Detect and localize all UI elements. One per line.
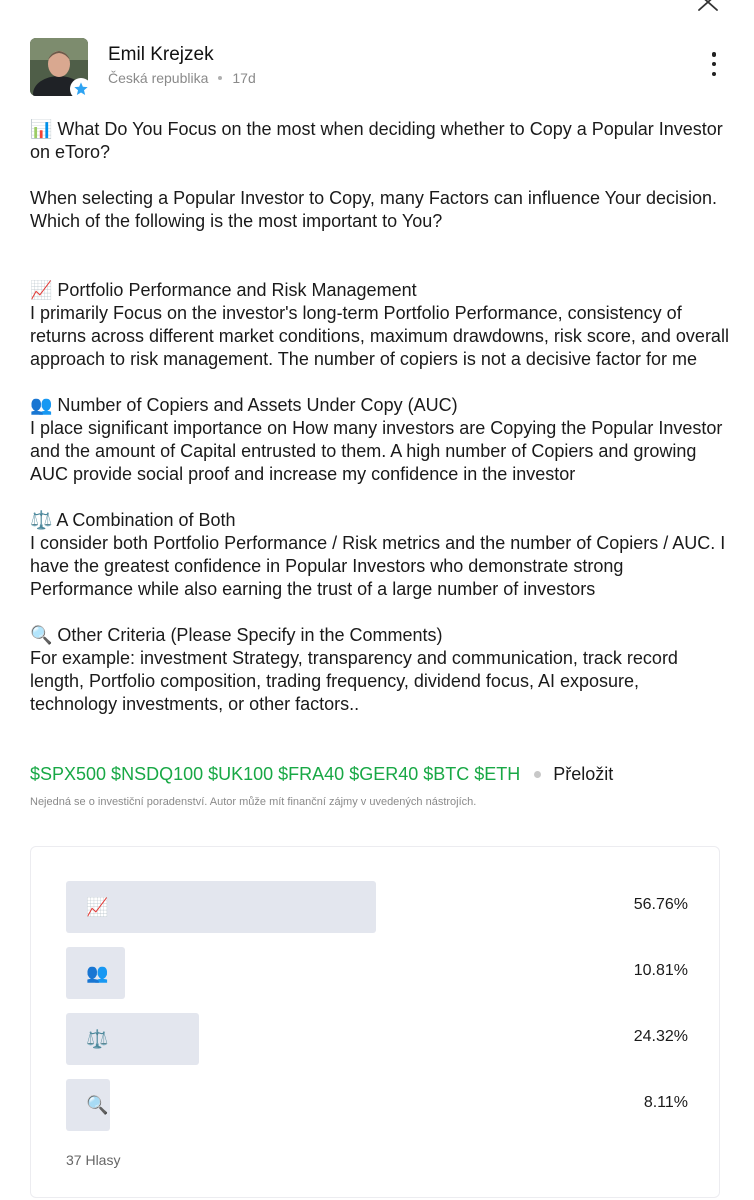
author-name[interactable]: Emil Krejzek xyxy=(108,44,214,65)
poll-percent: 10.81% xyxy=(633,962,688,979)
post-body xyxy=(30,118,730,716)
tags-separator xyxy=(534,771,541,778)
tags-row xyxy=(30,763,730,786)
scales-icon: ⚖️ xyxy=(86,1029,109,1049)
poll-percent: 56.76% xyxy=(633,896,688,913)
chart-increasing-icon: 📈 xyxy=(86,897,109,917)
people-icon: 👥 xyxy=(86,963,109,983)
post-age: 17d xyxy=(232,70,256,86)
post-intro: When selecting a Popular Investor to Copy, many Factors can influence Your decision. Which of the following is the most important to You? xyxy=(30,188,718,231)
poll-option-1[interactable] xyxy=(66,881,688,933)
close-button[interactable] xyxy=(696,0,720,14)
poll-percent: 24.32% xyxy=(633,1028,688,1045)
option-heading-3: ⚖️ A Combination of Both xyxy=(30,510,236,530)
more-options-button[interactable] xyxy=(708,52,720,76)
post-header xyxy=(30,38,724,98)
verified-badge xyxy=(70,78,92,100)
close-icon xyxy=(696,0,720,14)
poll-percent: 8.11% xyxy=(643,1094,688,1111)
poll-option-2[interactable] xyxy=(66,947,688,999)
option-text-3: I consider both Portfolio Performance / Risk metrics and the number of Copiers / AUC. I have the greatest confidence in Popular Investors who demonstrate strong Performance while also earning the trust of a large number of investors xyxy=(30,533,726,599)
more-vertical-icon xyxy=(712,52,717,57)
disclaimer: Nejedná se o investiční poradenství. Autor může mít finanční zájmy v uvedených nástrojích. xyxy=(30,796,477,808)
option-heading-2: 👥 Number of Copiers and Assets Under Copy (AUC) xyxy=(30,395,458,415)
poll-votes: 37 Hlasy xyxy=(66,1152,121,1168)
poll-card xyxy=(30,846,720,1198)
option-heading-1: 📈 Portfolio Performance and Risk Management xyxy=(30,280,417,300)
translate-link[interactable]: Přeložit xyxy=(553,764,614,784)
option-heading-4: 🔍 Other Criteria (Please Specify in the Comments) xyxy=(30,625,443,645)
post-title: 📊 What Do You Focus on the most when deciding whether to Copy a Popular Investor on eToro? xyxy=(30,119,723,162)
option-text-4: For example: investment Strategy, transparency and communication, track record length, Portfolio composition, trading frequency, dividend focus, AI exposure, technology investments, or other factors.. xyxy=(30,648,678,714)
meta-separator xyxy=(218,76,222,80)
star-badge-icon xyxy=(73,81,89,97)
poll-option-4[interactable] xyxy=(66,1079,688,1131)
magnifier-icon: 🔍 xyxy=(86,1095,109,1115)
author-location: Česká republika xyxy=(108,70,209,86)
poll-bar xyxy=(66,881,376,933)
option-text-1: I primarily Focus on the investor's long-term Portfolio Performance, consistency of returns across different market conditions, maximum drawdowns, risk score, and overall approach to risk management. The number of copiers is not a decisive factor for me xyxy=(30,303,729,369)
option-text-2: I place significant importance on How many investors are Copying the Popular Investor and the amount of Capital entrusted to them. A high number of Copiers and growing AUC provide social proof and increase my confidence in the investor xyxy=(30,418,723,484)
instrument-tags[interactable]: $SPX500 $NSDQ100 $UK100 $FRA40 $GER40 $BTC $ETH xyxy=(30,764,521,784)
author-meta xyxy=(108,70,256,86)
poll-option-3[interactable] xyxy=(66,1013,688,1065)
